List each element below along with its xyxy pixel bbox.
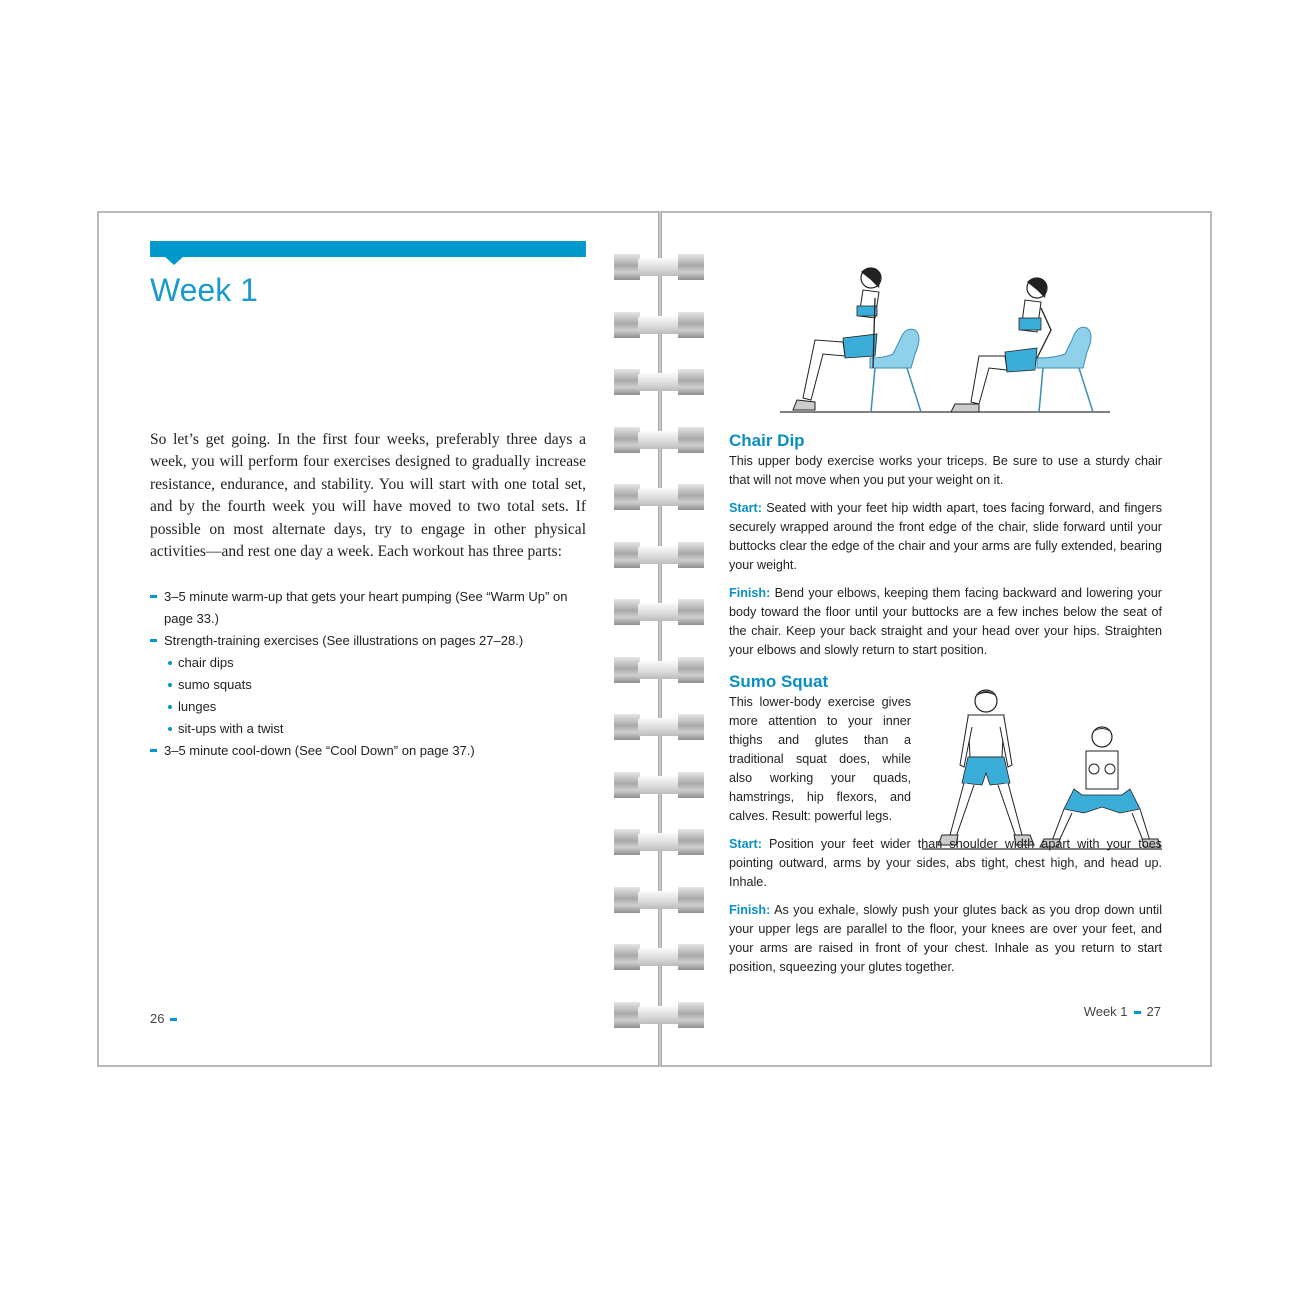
list-item: sumo squats <box>150 674 586 696</box>
book-spine <box>658 211 662 1067</box>
page-title: Week 1 <box>150 272 258 308</box>
finish-label: Finish: <box>729 903 771 917</box>
spiral-coil <box>614 369 704 395</box>
section-title-chair-dip: Chair Dip <box>729 431 805 450</box>
figure-start-pose <box>793 267 881 410</box>
list-item: sit-ups with a twist <box>150 718 586 740</box>
start-text: Position your feet wider than shoulder width apart with your toes pointing outward, arms by your sides, abs tight, chest high, and head up. Inhale. <box>729 837 1163 889</box>
finish-label: Finish: <box>729 586 771 600</box>
chair-dip-start <box>729 499 1162 575</box>
spiral-coil <box>614 1002 704 1028</box>
spiral-coil <box>614 714 704 740</box>
page-dash-marker <box>170 1018 177 1021</box>
list-item-strength: Strength-training exercises (See illustrations on pages 27–28.) <box>150 630 586 652</box>
chair-dip-illustration <box>775 258 1115 418</box>
spiral-coil <box>614 599 704 625</box>
spiral-coil <box>614 829 704 855</box>
list-item-cooldown: 3–5 minute cool-down (See “Cool Down” on page 37.) <box>150 740 586 762</box>
chair-dip-finish <box>729 584 1162 660</box>
spiral-coil <box>614 887 704 913</box>
list-item: chair dips <box>150 652 586 674</box>
start-label: Start: <box>729 501 762 515</box>
figure-finish-pose <box>951 277 1051 412</box>
section-title-sumo-squat: Sumo Squat <box>729 672 829 691</box>
spiral-coil <box>614 772 704 798</box>
spiral-coil <box>614 254 704 280</box>
spiral-coil <box>614 542 704 568</box>
spiral-coil <box>614 312 704 338</box>
spiral-coil <box>614 657 704 683</box>
figure-squat-pose <box>1040 727 1160 847</box>
start-label: Start: <box>729 837 762 851</box>
footer-section-label: Week 1 <box>1083 1004 1128 1019</box>
chapter-header-bar <box>150 241 586 257</box>
start-text: Seated with your feet hip width apart, toes facing forward, and fingers securely wrapped around the front edge of the chair, slide forward until your buttocks clear the edge of the chair and your arms are fully extended, bearing your weight. <box>729 501 1163 572</box>
chair-icon <box>870 329 919 368</box>
page-number-left <box>150 1011 183 1026</box>
page-number-text: 27 <box>1146 1004 1161 1019</box>
chair-icon <box>1037 327 1091 368</box>
finish-text: As you exhale, slowly push your glutes back as you drop down until your upper legs are parallel to the floor, your knees are over your feet, and your arms are raised in front of your chest. Inhale as you return to start position, squeezing your glutes together. <box>729 903 1162 974</box>
chair-dip-intro: This upper body exercise works your triceps. Be sure to use a sturdy chair that will not move when you put your weight on it. <box>729 454 1162 487</box>
sumo-squat-illustration <box>922 685 1162 851</box>
list-item-warmup: 3–5 minute warm-up that gets your heart pumping (See “Warm Up” on page 33.) <box>150 586 586 630</box>
sumo-squat-start <box>729 835 1162 892</box>
spiral-coil <box>614 484 704 510</box>
list-item: lunges <box>150 696 586 718</box>
spiral-coil <box>614 427 704 453</box>
spiral-coil <box>614 944 704 970</box>
header-notch <box>164 256 184 265</box>
sumo-squat-finish <box>729 901 1162 977</box>
sumo-squat-intro: This lower-body exercise gives more attention to your inner thighs and glutes than a traditional squat does, while also working your quads, hamstrings, hip flexors, and calves. Result: powerful legs. <box>729 695 911 823</box>
page-dash-marker <box>1134 1011 1141 1014</box>
figure-standing-pose <box>938 690 1034 845</box>
intro-paragraph: So let’s get going. In the first four weeks, preferably three days a week, you will perform four exercises designed to gradually increase resistance, endurance, and stability. You will start with one total set, and by the fourth week you will have moved to two total sets. If possible on most alternate days, try to engage in other physical activities—and rest one day a week. Each workout has three parts: <box>150 431 586 561</box>
workout-parts-list <box>150 586 586 762</box>
page-number-right <box>1084 1004 1161 1019</box>
page-number-text: 26 <box>150 1011 165 1026</box>
finish-text: Bend your elbows, keeping them facing backward and lowering your body toward the floor until your buttocks are a few inches below the seat of the chair. Keep your back straight and your head over your hips. Straighten your elbows and slowly return to start position. <box>729 586 1162 657</box>
